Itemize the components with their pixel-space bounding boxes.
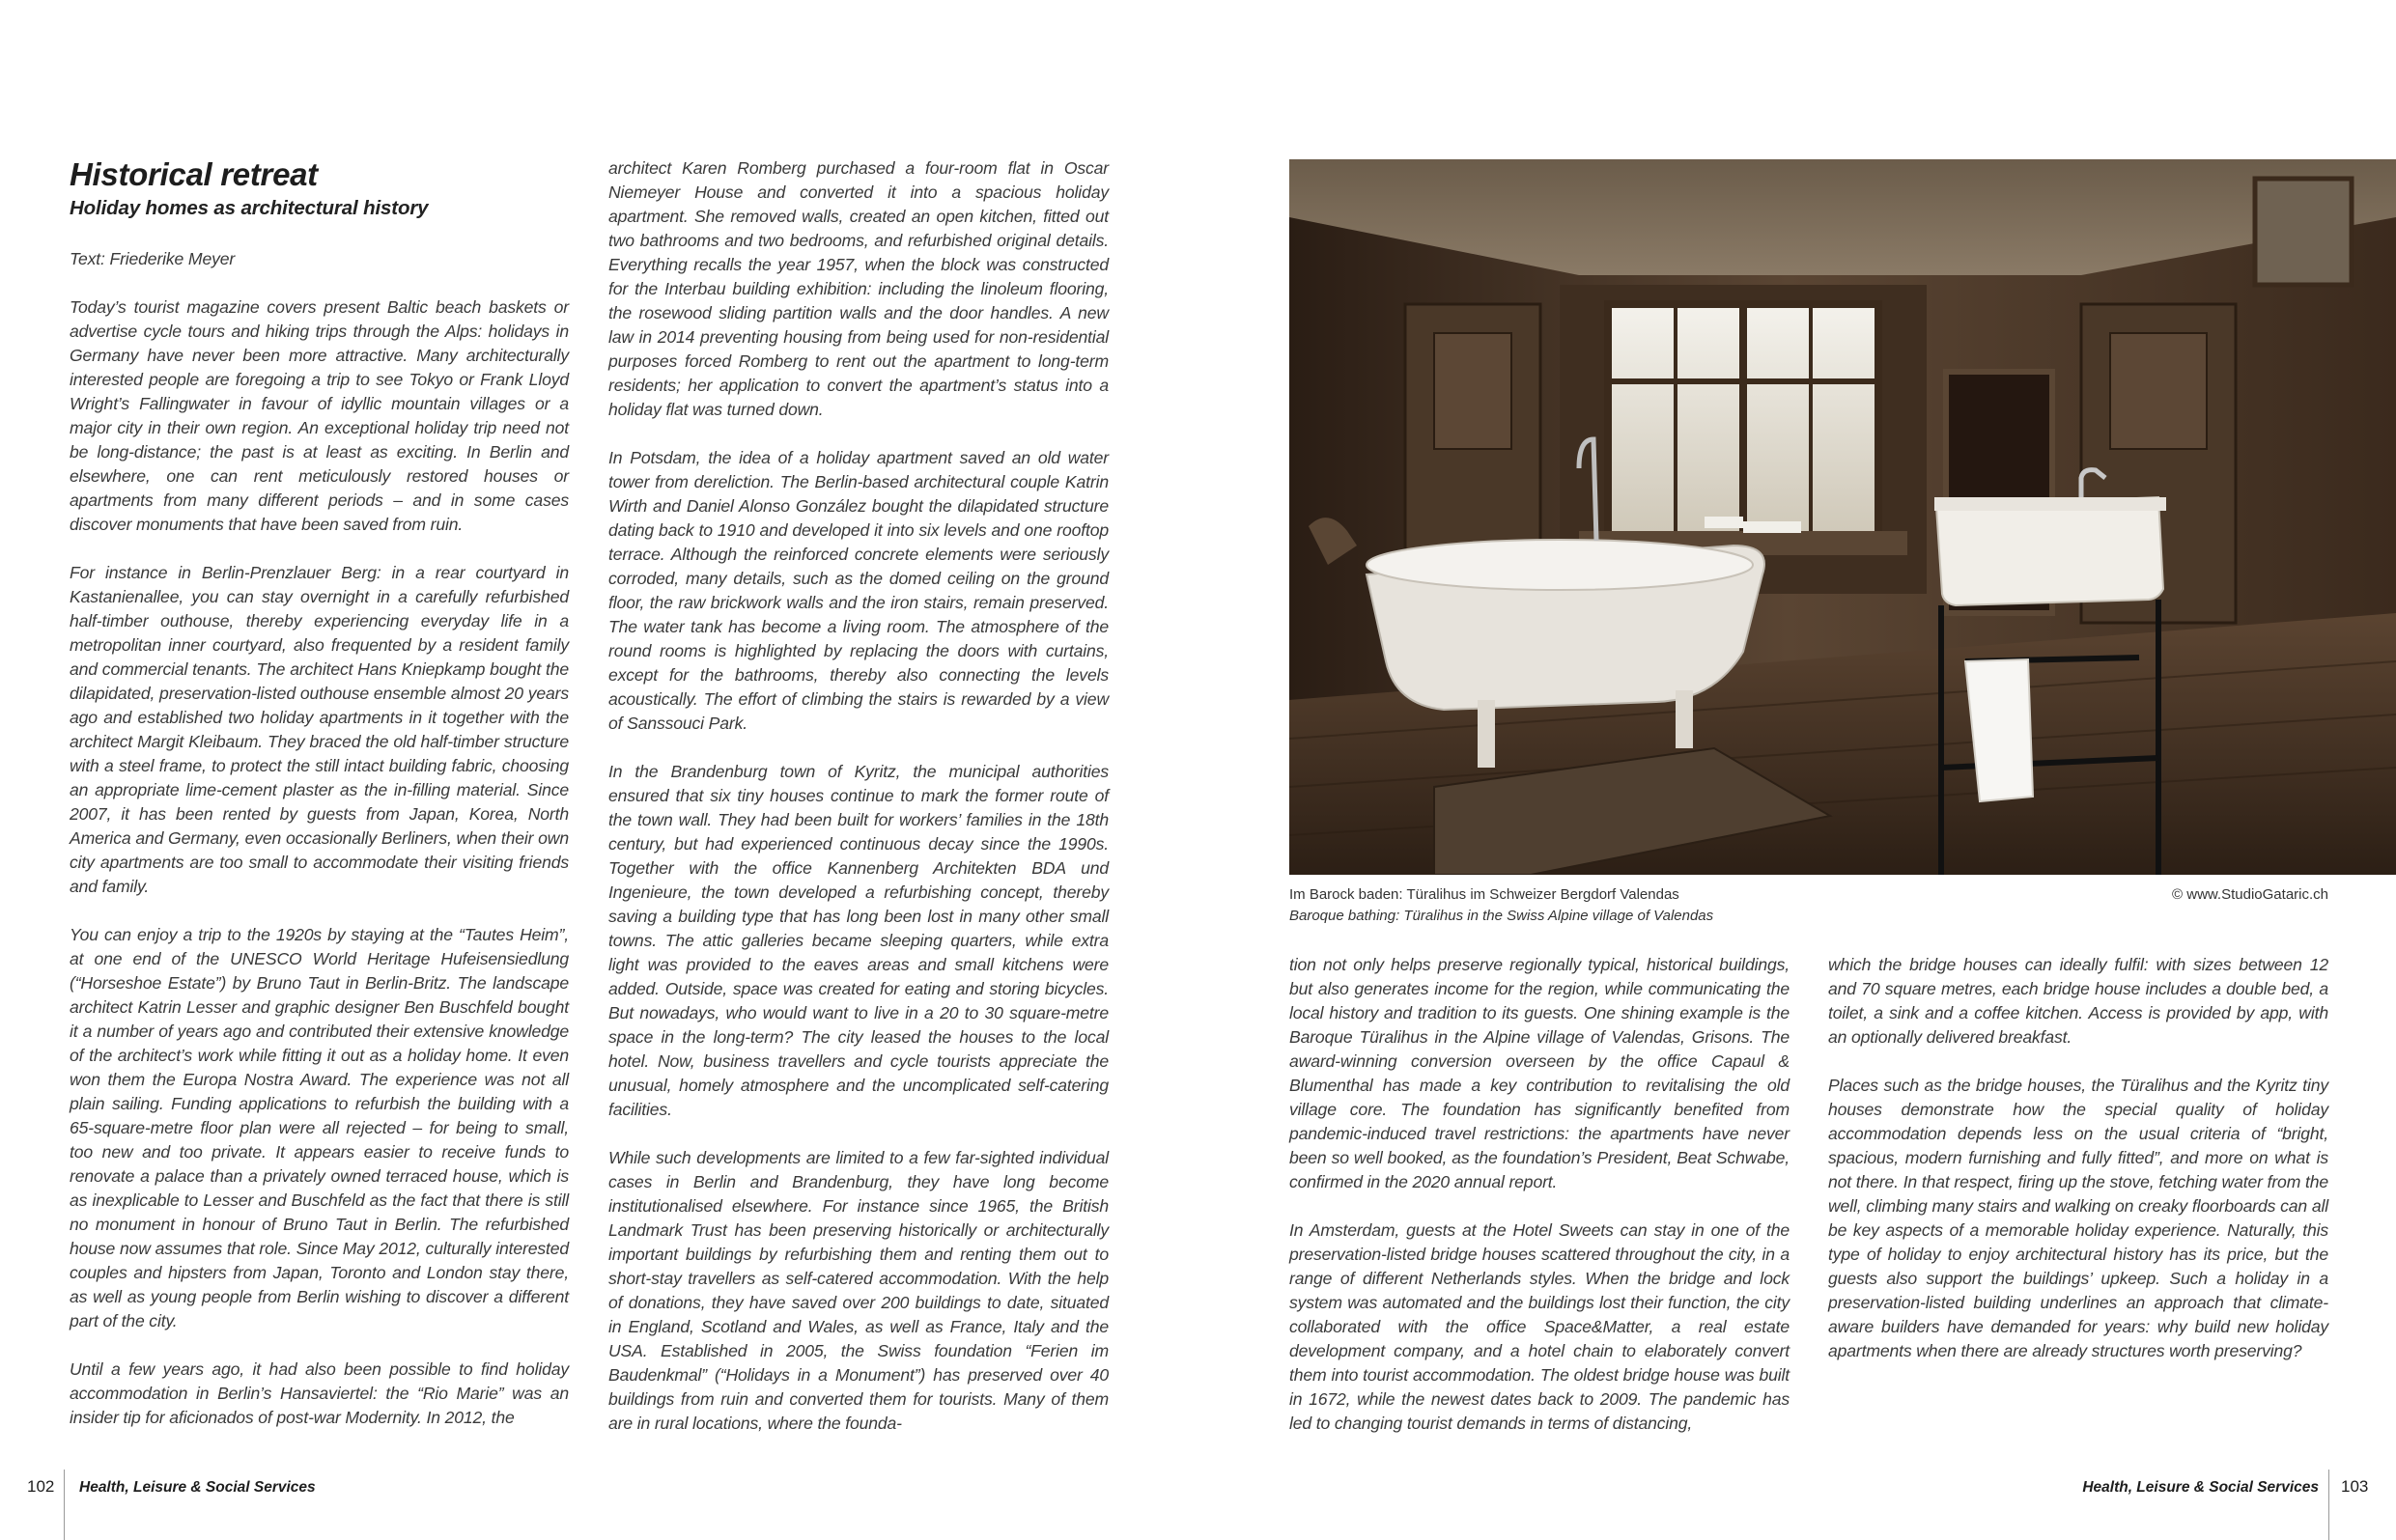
page-number-right: 103 bbox=[2341, 1477, 2369, 1496]
article-author: Text: Friederike Meyer bbox=[70, 249, 236, 268]
column-2 bbox=[608, 156, 1109, 1436]
paragraph: In Potsdam, the idea of a holiday apartment saved an old water tower from dereliction. The Berlin-based architectural couple Katrin Wirth and Daniel Alonso González bought the dilapidated structure dating back to 1910 and developed it into six levels and one rooftop terrace. Although the reinforced concrete elements were seriously corroded, many details, such as the domed ceiling on the ground floor, the raw brickwork walls and the iron stairs, remain preserved. The water tank has become a living room. The atmosphere of the round rooms is highlighted by replacing the doors with curtains, except for the bathrooms, thereby also connecting the levels acoustically. The effort of climbing the stairs is rewarded by a view of Sanssouci Park. bbox=[608, 448, 1109, 733]
paragraph: You can enjoy a trip to the 1920s by staying at the “Tautes Heim”, at one end of the UNESCO World Heritage Hufeisensiedlung (“Horseshoe Estate”) by Bruno Taut in Berlin-Britz. The landscape architect Katrin Lesser and graphic designer Ben Buschfeld bought it a number of years ago and contributed their extensive knowledge of the architect’s work while fitting it out as a holiday home. It even won them the Europa Nostra Award. The experience was not all plain sailing. Funding applications to refurbish the building with a 65-square-metre floor plan were all rejected – for being to small, too new and too private. It appears easier to receive funds to renovate a palace than a privately owned terraced house, which is as inexplicable to Lesser and Buschfeld as the fact that there is still no monument in honour of Bruno Taut in Berlin. The refurbished house now assumes that role. Since May 2012, culturally interested couples and hipsters from Japan, Toronto and London stay there, as well as young people from Berlin wishing to discover a different part of the city. bbox=[70, 925, 569, 1330]
article-subtitle: Holiday homes as architectural history bbox=[70, 197, 429, 219]
column-4 bbox=[1828, 953, 2328, 1363]
paragraph: Today’s tourist magazine covers present Baltic beach baskets or advertise cycle tours and hiking trips through the Alps: holidays in Germany have never been more attractive. Many architecturally interested people are foregoing a trip to see Tokyo or Frank Lloyd Wright’s Fallingwater in favour of idyllic mountain villages or a major city in their own region. An exceptional holiday trip need not be long-distance; the past is at least as exciting. In Berlin and elsewhere, one can rent meticulously restored houses or apartments from many different periods – and in some cases discover monuments that have been saved from ruin. bbox=[70, 297, 569, 534]
footer-rule-left bbox=[64, 1470, 65, 1540]
footer-right-section bbox=[2082, 1475, 2319, 1499]
article-title: Historical retreat bbox=[70, 156, 318, 192]
paragraph: In Amsterdam, guests at the Hotel Sweets can stay in one of the preservation-listed bridge houses scattered throughout the city, in a range of different Netherlands styles. When the bridge and lock system was automated and the buildings lost their function, the city collaborated with the office Space&Matter, a real estate development company, and a hotel chain to elaborately convert them into tourist accommodation. The oldest bridge house was built in 1672, while the newest dates back to 2009. The pandemic has led to changing tourist demands in terms of distancing, bbox=[1289, 1220, 1790, 1433]
column-1 bbox=[70, 154, 569, 1430]
paragraph: For instance in Berlin-Prenzlauer Berg: in a rear courtyard in Kastanienallee, you can stay overnight in a carefully refurbished half-timber outhouse, thereby experiencing everyday life in a metropolitan inner courtyard, also frequented by a resident family and commercial tenants. The architect Hans Kniepkamp bought the dilapidated, preservation-listed outhouse ensemble almost 20 years ago and established two holiday apartments in it together with the architect Margit Kleibaum. They braced the old half-timber structure with a steel frame, to protect the still intact building fabric, choosing an appropriate lime-cement plaster as the in-filling material. Since 2007, it has been rented by guests from Japan, Korea, North America and Germany, even occasionally Berliners, when their own city apartments are too small to accommodate their visiting friends and family. bbox=[70, 563, 569, 896]
footer-left-section bbox=[79, 1475, 316, 1499]
paragraph: architect Karen Romberg purchased a four-room flat in Oscar Niemeyer House and converted it into a spacious holiday apartment. She removed walls, created an open kitchen, fitted out two bathrooms and two bedrooms, and refurbished original details. Everything recalls the year 1957, when the block was constructed for the Interbau building exhibition: including the linoleum flooring, the rosewood sliding partition walls and the door handles. A new law in 2014 preventing housing from being used for non-residential purposes forced Romberg to rent out the apartment to long-term residents; her application to convert the apartment’s status into a holiday flat was turned down. bbox=[608, 158, 1109, 419]
section-name-right: Health, Leisure & Social Services bbox=[2082, 1479, 2319, 1496]
bathroom-photo bbox=[1289, 159, 2396, 875]
paragraph: Places such as the bridge houses, the Türalihus and the Kyritz tiny houses demonstrate how the special quality of holiday accommodation depends less on the usual criteria of “bright, spacious, modern furnishing and fully fitted”, and more on what is not there. In that respect, firing up the stove, fetching water from the well, climbing many stairs and walking on creaky floorboards can all be key aspects of a memorable holiday experience. Naturally, this type of holiday to enjoy architectural history has its price, but the guests also support the buildings’ upkeep. Such a holiday in a preservation-listed building underlines an approach that climate-aware builders have demanded for years: why build new holiday apartments when there are already structures worth preserving? bbox=[1828, 1076, 2328, 1360]
caption-english: Baroque bathing: Türalihus in the Swiss Alpine village of Valendas bbox=[1289, 908, 1714, 924]
column-3 bbox=[1289, 953, 1790, 1436]
page-number-left: 102 bbox=[27, 1477, 55, 1496]
paragraph: In the Brandenburg town of Kyritz, the municipal authorities ensured that six tiny houses continue to mark the former route of the town wall. They had been built for workers’ families in the 18th century, but had experienced continuous decay since the 1990s. Together with the office Kannenberg Architekten BDA und Ingenieure, the town developed a refurbishing concept, thereby saving a building type that has long been lost in many other small towns. The attic galleries became sleeping quarters, while extra light was provided to the eaves areas and small kitchens were added. Outside, space was created for eating and storing bicycles. But nowadays, who would want to live in a 20 to 30 square-metre space in the long-term? The city leased the houses to the local hotel. Now, business travellers and cycle tourists appreciate the unusual, homely atmosphere and the uncomplicated self-catering facilities. bbox=[608, 762, 1109, 1119]
photo-credit: © www.StudioGataric.ch bbox=[2172, 886, 2328, 903]
bathroom-illustration bbox=[1289, 159, 2396, 875]
paragraph: Until a few years ago, it had also been possible to find holiday accommodation in Berlin’s Hansaviertel: the “Rio Marie” was an insider tip for aficionados of post-war Modernity. In 2012, the bbox=[70, 1359, 569, 1427]
paragraph: tion not only helps preserve regionally typical, historical buildings, but also generates income for the region, while communicating the local history and tradition to its guests. One shining example is the Baroque Türalihus in the Alpine village of Valendas, Grisons. The award-winning conversion overseen by the office Capaul & Blumenthal has made a key contribution to revitalising the old village core. The foundation has significantly benefited from pandemic-induced travel restrictions: the apartments have never been so well booked, as the foundation’s President, Beat Schwabe, confirmed in the 2020 annual report. bbox=[1289, 955, 1790, 1191]
footer-right bbox=[2341, 1475, 2368, 1498]
paragraph: which the bridge houses can ideally fulfil: with sizes between 12 and 70 square metres, each bridge house includes a double bed, a toilet, a sink and a coffee kitchen. Access is provided by app, with an optionally delivered breakfast. bbox=[1828, 955, 2328, 1047]
footer-left bbox=[27, 1475, 54, 1498]
paragraph: While such developments are limited to a few far-sighted individual cases in Berlin and Brandenburg, they have long become institutionalised elsewhere. For instance since 1965, the British Landmark Trust has been preserving historically or architecturally important buildings by refurbishing them and renting them out to short-stay travellers as self-catered accommodation. With the help of donations, they have saved over 200 buildings to date, situated in England, Scotland and Wales, as well as France, Italy and the USA. Established in 2005, the Swiss foundation “Ferien im Baudenkmal” (“Holidays in a Monument”) has preserved over 40 buildings from ruin and converted them for tourists. Many of them are in rural locations, where the founda- bbox=[608, 1148, 1109, 1433]
caption-german: Im Barock baden: Türalihus im Schweizer Bergdorf Valendas bbox=[1289, 886, 1679, 903]
footer-rule-right bbox=[2328, 1470, 2329, 1540]
section-name-left: Health, Leisure & Social Services bbox=[79, 1479, 316, 1496]
